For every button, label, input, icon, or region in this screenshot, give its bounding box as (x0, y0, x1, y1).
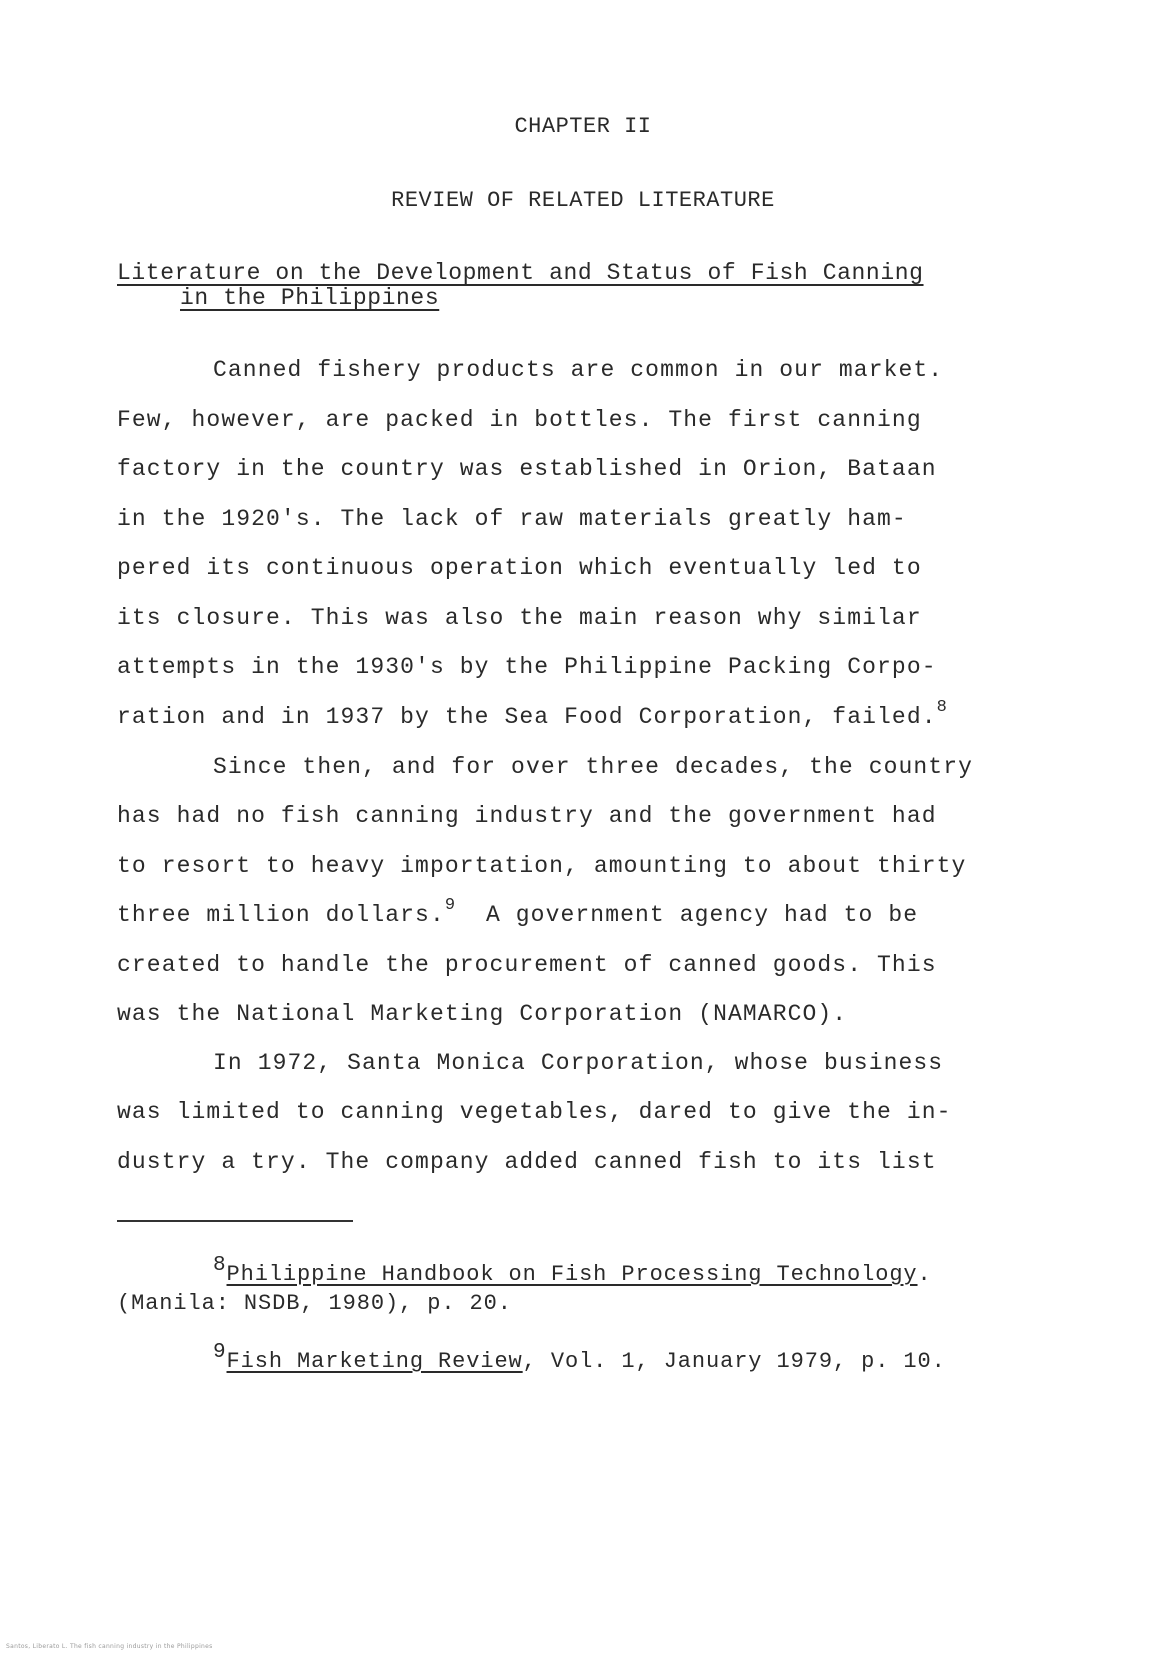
paragraph-2-line-2: has had no fish canning industry and the government had (117, 803, 937, 829)
footnote-8 (213, 1254, 932, 1287)
paragraph-2-line-1: Since then, and for over three decades, the country (213, 754, 974, 780)
paragraph-3-line-1: In 1972, Santa Monica Corporation, whose business (213, 1050, 944, 1076)
footnote-8-line-2: (Manila: NSDB, 1980), p. 20. (117, 1291, 512, 1316)
paragraph-1-line-8 (117, 698, 948, 730)
paragraph-1-line-6: its closure. This was also the main reason why similar (117, 605, 922, 631)
footnote-ref-9: 9 (444, 896, 457, 916)
section-title: REVIEW OF RELATED LITERATURE (391, 188, 775, 213)
footnote-separator (117, 1220, 353, 1222)
paragraph-1-line-1: Canned fishery products are common in our market. (213, 357, 944, 383)
footnote-ref-8: 8 (936, 698, 948, 718)
paragraph-1-line-7: attempts in the 1930's by the Philippine Packing Corpo- (117, 654, 937, 680)
paragraph-2-line-4-text-a: three million dollars. (117, 902, 445, 928)
paragraph-1-line-2: Few, however, are packed in bottles. The first canning (117, 407, 922, 433)
footnote-8-title: Philippine Handbook on Fish Processing Technology (226, 1262, 918, 1287)
paragraph-2-line-5: created to handle the procurement of canned goods. This (117, 952, 937, 978)
paragraph-3-line-2: was limited to canning vegetables, dared to give the in- (117, 1099, 952, 1125)
paragraph-2-line-4-text-b: A government agency had to be (456, 902, 919, 928)
footnote-8-mark: 8 (213, 1254, 227, 1277)
footnote-8-title-end: . (917, 1262, 932, 1287)
footnote-9-mark: 9 (213, 1341, 227, 1364)
scan-footer-text: Santos, Liberato L. The fish canning industry in the Philippines (6, 1643, 213, 1650)
paragraph-1-line-5: pered its continuous operation which eventually led to (117, 555, 922, 581)
footnote-9 (213, 1341, 946, 1374)
footnote-9-rest: , Vol. 1, January 1979, p. 10. (522, 1349, 946, 1374)
chapter-title: CHAPTER II (514, 114, 652, 139)
paragraph-1-line-4: in the 1920's. The lack of raw materials greatly ham- (117, 506, 907, 532)
paragraph-2-line-3: to resort to heavy importation, amounting to about thirty (117, 853, 967, 879)
paragraph-1-line-8-text: ration and in 1937 by the Sea Food Corporation, failed. (117, 704, 937, 730)
paragraph-1-line-3: factory in the country was established in Orion, Bataan (117, 456, 937, 482)
subheading-line-2: in the Philippines (180, 285, 440, 311)
subheading-line-1: Literature on the Development and Status of Fish Canning (117, 260, 924, 286)
paragraph-3-line-3: dustry a try. The company added canned fish to its list (117, 1149, 937, 1175)
paragraph-2-line-4 (117, 896, 919, 928)
paragraph-2-line-6: was the National Marketing Corporation (NAMARCO). (117, 1001, 848, 1027)
footnote-9-title: Fish Marketing Review (226, 1349, 523, 1374)
